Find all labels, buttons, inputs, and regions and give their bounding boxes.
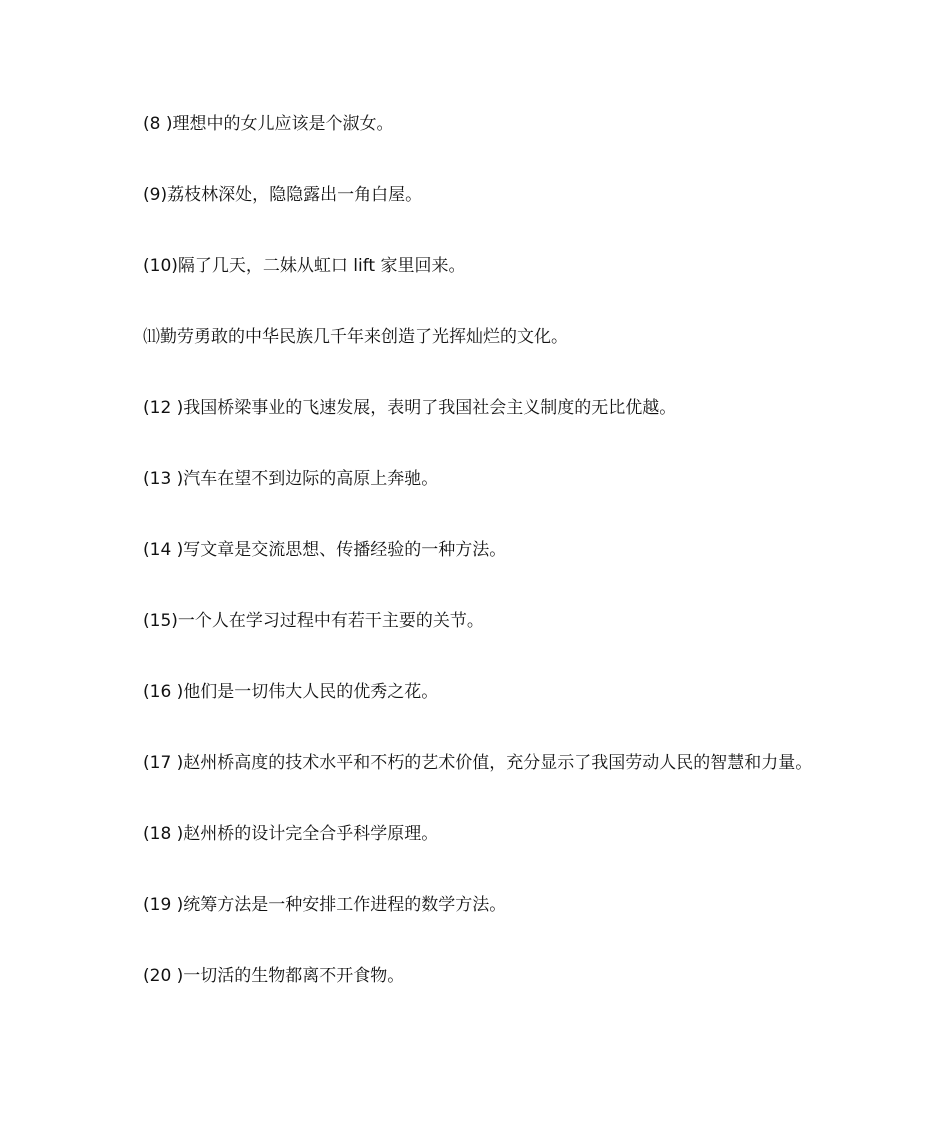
sentence-line: (8 )理想中的女儿应该是个淑女。 xyxy=(143,114,394,134)
sentence-line: (17 )赵州桥高度的技术水平和不朽的艺术价值，充分显示了我国劳动人民的智慧和力量。 xyxy=(143,753,813,773)
sentence-line: (9)荔枝林深处，隐隐露出一角白屋。 xyxy=(143,185,423,205)
sentence-line: (14 )写文章是交流思想、传播经验的一种方法。 xyxy=(143,540,507,560)
sentence-line: (16 )他们是一切伟大人民的优秀之花。 xyxy=(143,682,439,702)
sentence-list xyxy=(143,113,933,1036)
sentence-line: (12 )我国桥梁事业的飞速发展，表明了我国社会主义制度的无比优越。 xyxy=(143,398,677,418)
sentence-line: (15)一个人在学习过程中有若干主要的关节。 xyxy=(143,611,484,631)
sentence-line: (19 )统筹方法是一种安排工作进程的数学方法。 xyxy=(143,895,507,915)
sentence-line: (10)隔了几天，二妹从虹口 lift 家里回来。 xyxy=(143,256,466,276)
sentence-line: (20 )一切活的生物都离不开食物。 xyxy=(143,966,405,986)
sentence-line: ⑾勤劳勇敢的中华民族几千年来创造了光挥灿烂的文化。 xyxy=(143,327,568,347)
sentence-line: (18 )赵州桥的设计完全合乎科学原理。 xyxy=(143,824,439,844)
sentence-line: (13 )汽车在望不到边际的高原上奔驰。 xyxy=(143,469,439,489)
